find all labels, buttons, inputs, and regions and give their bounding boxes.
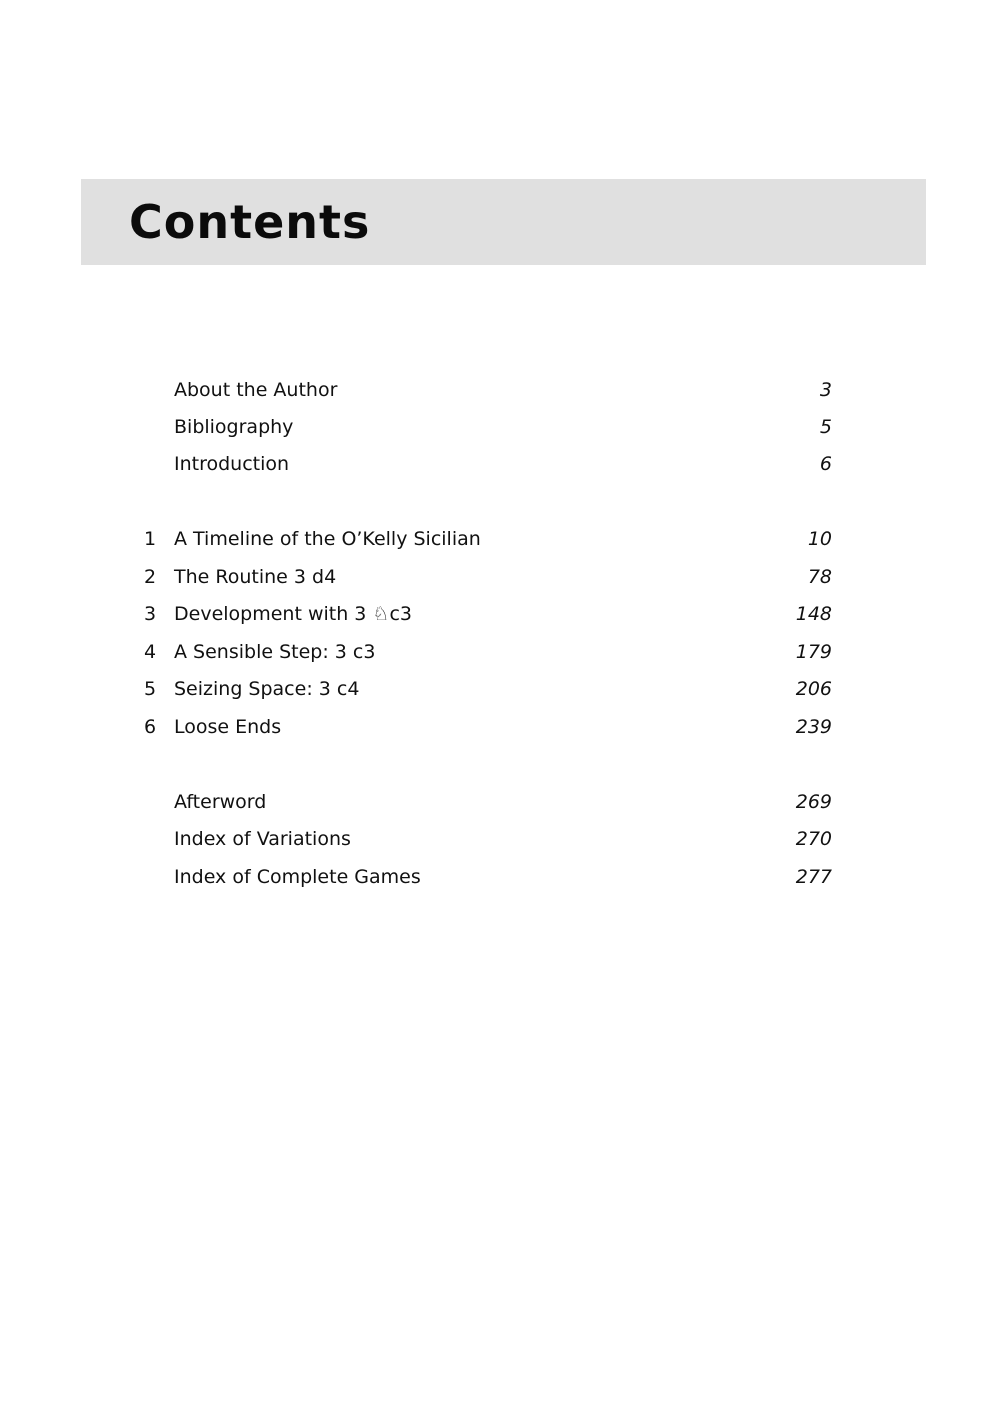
chapter-page: 148 (795, 603, 832, 625)
toc-entry-label: Index of Complete Games (174, 866, 421, 888)
toc-entry-label: Index of Variations (174, 828, 351, 850)
toc-entry-label: Afterword (174, 791, 267, 813)
chapter-number: 4 (143, 641, 157, 663)
chapter-number: 6 (143, 716, 157, 738)
toc-entry-page: 269 (795, 791, 832, 813)
toc-entry-bibliography[interactable] (0, 412, 1000, 442)
chapter-title: The Routine 3 d4 (174, 566, 337, 588)
chapter-title: Seizing Space: 3 c4 (174, 678, 360, 700)
toc-entry-introduction[interactable] (0, 449, 1000, 479)
toc-entry-page: 277 (795, 866, 832, 888)
chapter-title: Development with 3 ♘c3 (174, 603, 412, 625)
toc-entry-index-of-variations[interactable] (0, 824, 1000, 854)
toc-entry-page: 5 (819, 416, 832, 438)
chapter-number: 1 (143, 528, 157, 550)
toc-entry-about-the-author[interactable] (0, 375, 1000, 405)
chapter-title: Loose Ends (174, 716, 282, 738)
chapter-page: 10 (807, 528, 832, 550)
toc-entry-label: Bibliography (174, 416, 294, 438)
toc-entry-afterword[interactable] (0, 787, 1000, 817)
chapter-number: 2 (143, 566, 157, 588)
chapter-page: 239 (795, 716, 832, 738)
toc-entry-page: 6 (819, 453, 832, 475)
toc-entry-label: Introduction (174, 453, 290, 475)
toc-entry-index-of-complete-games[interactable] (0, 862, 1000, 892)
chapter-number: 5 (143, 678, 157, 700)
chapter-title: A Sensible Step: 3 c3 (174, 641, 376, 663)
toc-entry-page: 3 (819, 379, 832, 401)
toc-chapter-2[interactable] (0, 562, 1000, 592)
title-band (81, 179, 926, 265)
chapter-number: 3 (143, 603, 157, 625)
chapter-page: 78 (807, 566, 832, 588)
chapter-title: A Timeline of the O’Kelly Sicilian (174, 528, 481, 550)
toc-chapter-5[interactable] (0, 674, 1000, 704)
chapter-page: 206 (795, 678, 832, 700)
toc-entry-page: 270 (795, 828, 832, 850)
page-title: Contents (129, 195, 371, 249)
chapter-page: 179 (795, 641, 832, 663)
toc-chapter-6[interactable] (0, 712, 1000, 742)
toc-chapter-4[interactable] (0, 637, 1000, 667)
toc-chapter-1[interactable] (0, 524, 1000, 554)
toc-chapter-3[interactable] (0, 599, 1000, 629)
toc-entry-label: About the Author (174, 379, 338, 401)
